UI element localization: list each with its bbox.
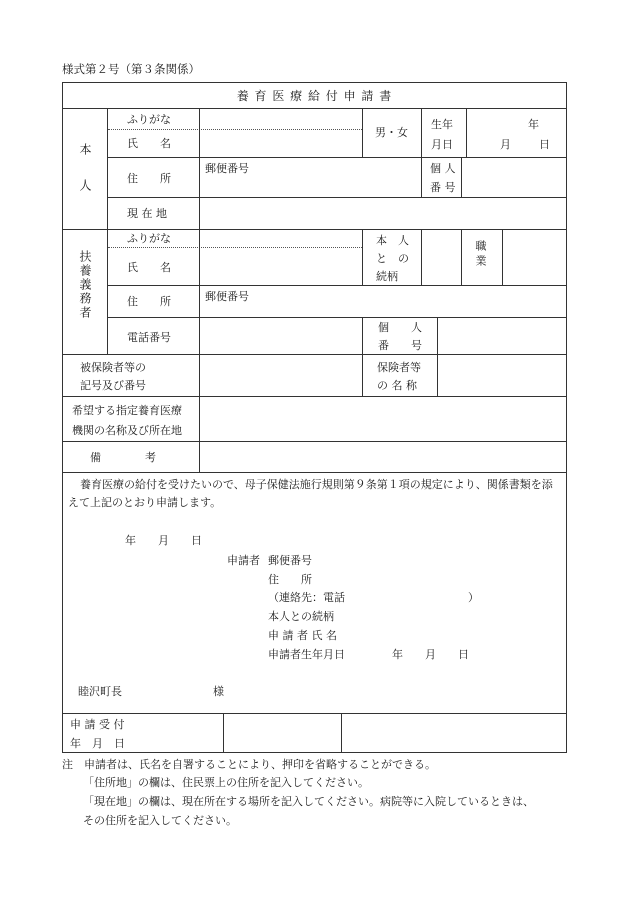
declaration-addressee: 睦沢町長 (78, 685, 122, 698)
guardian-phone-label: 電話番号 (127, 331, 171, 344)
declaration-text-2: えて上記のとおり申請します。 (68, 496, 222, 509)
declaration-contact-close: ） (468, 591, 479, 604)
applicant-furigana-label: ふりがな (127, 113, 171, 126)
guardian-personal-no-label-1: 個 人 (378, 321, 422, 334)
institution-label-2: 機関の名称及び所在地 (72, 424, 182, 437)
applicant-birth-month: 月 (500, 138, 511, 151)
declaration-contact: （連絡先：電話 (268, 591, 345, 604)
guardian-furigana-field[interactable] (200, 230, 362, 247)
guardian-address-field[interactable] (200, 286, 566, 317)
applicant-birth-year: 年 (528, 118, 539, 131)
guardian-relation-field[interactable] (422, 230, 461, 285)
insured-label-2: 記号及び番号 (80, 379, 146, 392)
institution-label-1: 希望する指定養育医療 (72, 404, 182, 417)
applicant-address-field[interactable] (200, 158, 421, 197)
note-line-2: 「住所地」の欄は、住民票上の住所を記入してください。 (83, 776, 369, 789)
applicant-current-address-field[interactable] (200, 198, 566, 229)
remarks-label: 備 考 (90, 451, 156, 464)
guardian-section-label: 扶養義務者 (78, 250, 92, 320)
guardian-occupation-label: 職業 (474, 240, 487, 270)
declaration-text-1: 養育医療の給付を受けたいので、母子保健法施行規則第９条第１項の規定により、関係書類を添 (80, 478, 553, 491)
declaration-applicant-label: 申請者 (227, 554, 260, 567)
reception-field-1[interactable] (224, 714, 341, 752)
applicant-section-label: 本 人 (78, 143, 92, 191)
applicant-name-field[interactable] (200, 130, 362, 157)
applicant-current-address-label: 現 在 地 (127, 207, 167, 220)
declaration-birth: 申請者生年月日 (268, 648, 345, 661)
applicant-personal-no-label-1: 個 人 (430, 162, 456, 175)
applicant-birth-label-1: 生年 (431, 118, 453, 131)
declaration-postal: 郵便番号 (268, 554, 312, 567)
applicant-gender-label[interactable]: 男・女 (375, 126, 408, 139)
guardian-relation-label-3: 続柄 (376, 270, 398, 283)
declaration-honorific: 様 (213, 685, 224, 698)
insured-number-field[interactable] (200, 355, 362, 396)
declaration-date: 年 月 日 (125, 534, 202, 547)
form-title: 養 育 医 療 給 付 申 請 書 (236, 89, 393, 103)
applicant-birth-label-2: 月日 (431, 138, 453, 151)
reception-field-2[interactable] (342, 714, 566, 752)
insurer-name-field[interactable] (438, 355, 566, 396)
declaration-birth-date: 年 月 日 (392, 648, 469, 661)
reception-label: 申 請 受 付 (70, 718, 125, 731)
note-line-3: 「現在地」の欄は、現在所在する場所を記入してください。病院等に入院しているときは、 (83, 795, 534, 808)
guardian-name-label: 氏 名 (127, 261, 171, 274)
applicant-personal-no-label-2: 番 号 (430, 181, 456, 194)
guardian-personal-no-field[interactable] (438, 318, 566, 354)
reception-date: 年 月 日 (70, 737, 125, 750)
applicant-furigana-field[interactable] (200, 109, 362, 129)
guardian-furigana-label: ふりがな (127, 232, 171, 245)
declaration-relation: 本人との続柄 (268, 610, 334, 623)
remarks-field[interactable] (200, 442, 566, 472)
note-line-4: その住所を記入してください。 (83, 814, 237, 827)
insurer-label-2: の 名 称 (377, 379, 417, 392)
guardian-occupation-field[interactable] (503, 230, 566, 285)
form-label: 様式第２号（第３条関係） (62, 62, 200, 76)
applicant-address-label: 住 所 (127, 172, 171, 185)
guardian-personal-no-label-2: 番 号 (378, 339, 422, 352)
declaration-address: 住 所 (268, 573, 312, 586)
declaration-name: 申 請 者 氏 名 (268, 629, 337, 642)
applicant-postal-label: 郵便番号 (205, 162, 249, 175)
guardian-relation-label-2: と の (376, 252, 409, 265)
insured-label-1: 被保険者等の (80, 361, 146, 374)
applicant-personal-no-field[interactable] (462, 158, 566, 197)
guardian-relation-label-1: 本 人 (376, 234, 409, 247)
guardian-postal-label: 郵便番号 (205, 290, 249, 303)
applicant-name-label: 氏 名 (127, 137, 171, 150)
guardian-name-field[interactable] (200, 248, 362, 285)
note-line-1: 注 申請者は、氏名を自署することにより、押印を省略することができる。 (62, 758, 436, 771)
guardian-phone-field[interactable] (200, 318, 362, 354)
applicant-birth-day: 日 (539, 138, 550, 151)
insurer-label-1: 保険者等 (377, 361, 421, 374)
guardian-address-label: 住 所 (127, 295, 171, 308)
institution-field[interactable] (200, 397, 566, 441)
